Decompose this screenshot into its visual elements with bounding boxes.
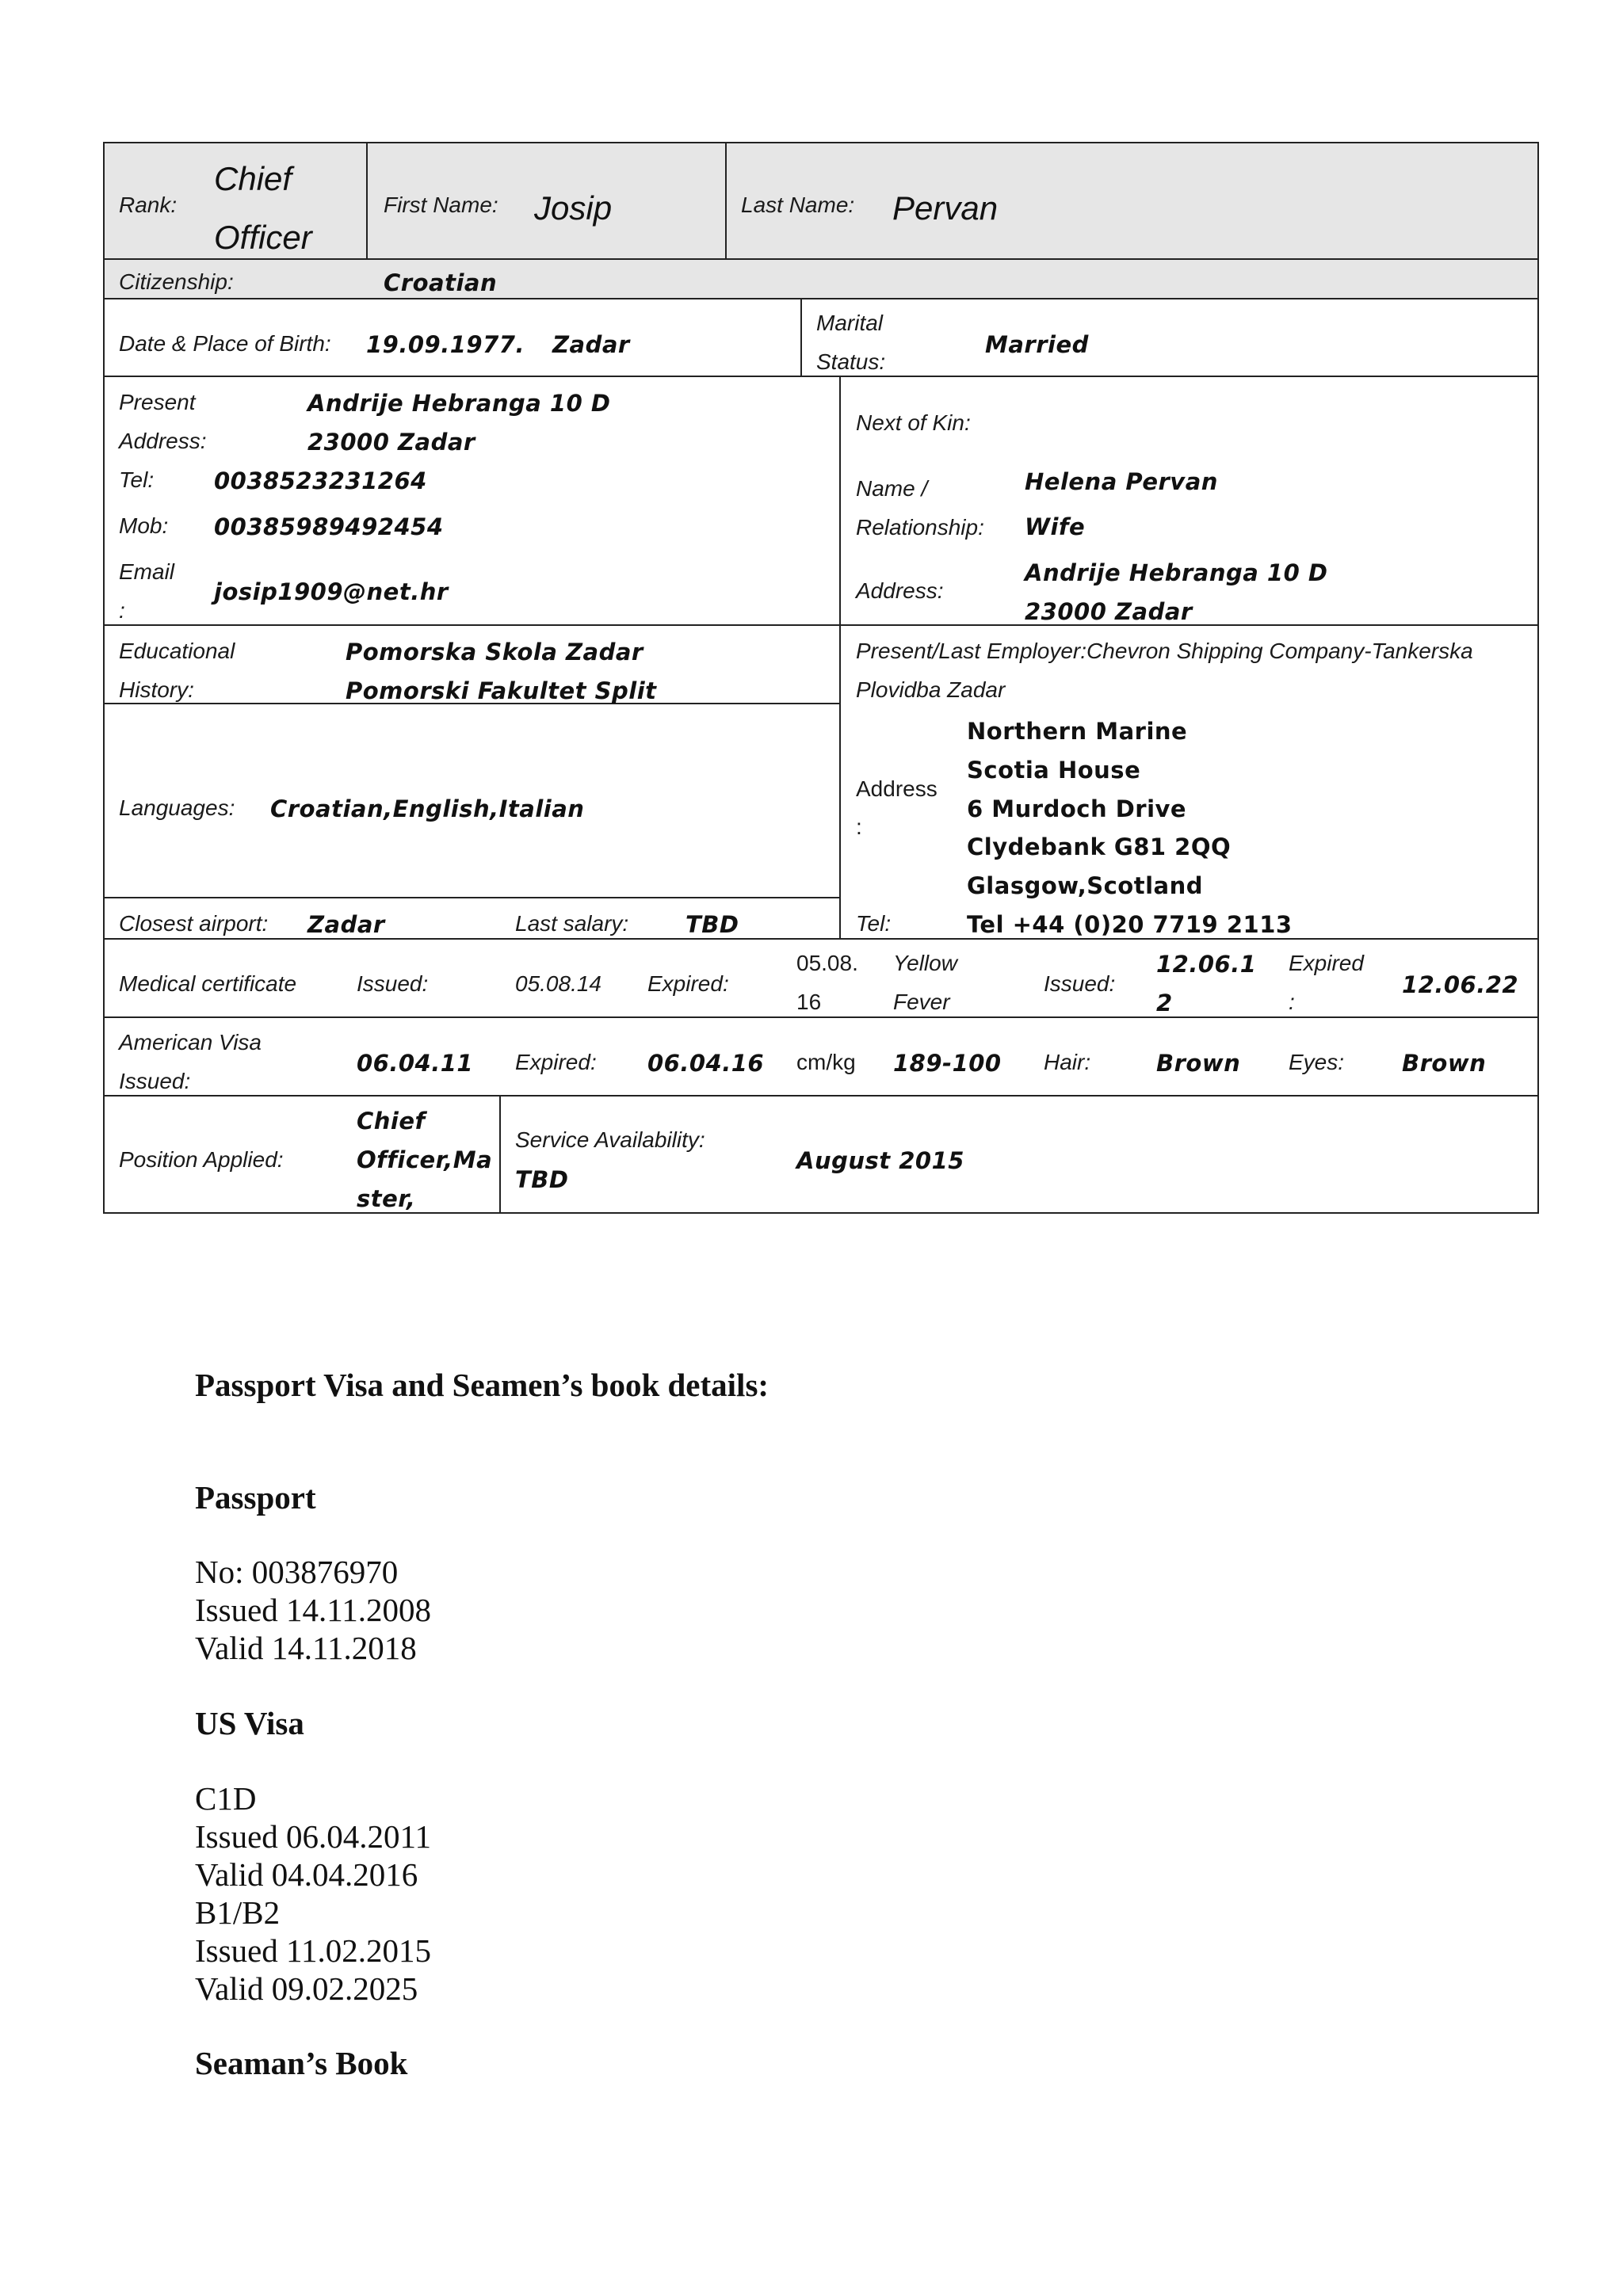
- position-line1: Chief: [357, 1108, 426, 1135]
- pob-value: Zadar: [552, 331, 630, 358]
- edu-label-2: History:: [119, 677, 194, 702]
- last-name-label: Last Name:: [741, 193, 855, 217]
- rank-line1: Chief: [214, 160, 292, 197]
- passport-valid: Valid 14.11.2018: [195, 1630, 417, 1666]
- employer-line2: Plovidba Zadar: [856, 677, 1006, 702]
- med-expired-line1: 05.08.: [796, 951, 858, 975]
- kin-name-label-1: Name /: [856, 476, 928, 501]
- languages-value: Croatian,English,Italian: [270, 795, 585, 822]
- kin-address-line2: 23000 Zadar: [1025, 598, 1193, 625]
- visa-line-3: Valid 04.04.2016: [195, 1856, 418, 1893]
- yf-label-1: Yellow: [893, 951, 957, 975]
- present-label-1: Present: [119, 390, 196, 414]
- kin-name-label-2: Relationship:: [856, 515, 984, 540]
- last-name-value: Pervan: [892, 189, 999, 227]
- airport-label: Closest airport:: [119, 911, 269, 936]
- visa-line-2: Issued 06.04.2011: [195, 1818, 431, 1855]
- hair-label: Hair:: [1044, 1050, 1091, 1074]
- emp-tel-label: Tel:: [856, 911, 892, 936]
- kin-relation-value: Wife: [1025, 513, 1086, 540]
- emp-address-line4: Clydebank G81 2QQ: [967, 833, 1232, 860]
- med-expired-line2: 16: [796, 990, 822, 1014]
- citizenship-value: Croatian: [384, 269, 498, 296]
- yf-issued-line2: 2: [1156, 990, 1173, 1016]
- eyes-value: Brown: [1402, 1050, 1487, 1077]
- visa-expired-label: Expired:: [515, 1050, 597, 1074]
- visa-issued-value: 06.04.11: [357, 1050, 474, 1077]
- position-line3: ster,: [357, 1185, 416, 1212]
- salary-value: TBD: [685, 911, 739, 938]
- emp-address-label-1: Address: [856, 776, 938, 801]
- edu-line2: Pomorski Fakultet Split: [346, 677, 657, 704]
- emp-address-label-2: :: [856, 814, 862, 839]
- yf-expired-label-1: Expired: [1289, 951, 1364, 975]
- tel-value: 0038523231264: [214, 467, 427, 494]
- visa-label-2: Issued:: [119, 1069, 191, 1093]
- kin-address-label: Address:: [856, 578, 944, 603]
- visa-line-1: C1D: [195, 1780, 257, 1817]
- passport-issued: Issued 14.11.2008: [195, 1592, 431, 1628]
- emp-tel-value: Tel +44 (0)20 7719 2113: [967, 911, 1293, 938]
- med-issued-label: Issued:: [357, 971, 429, 996]
- service-tbd: TBD: [515, 1166, 569, 1193]
- kin-label: Next of Kin:: [856, 410, 971, 435]
- address-line1: Andrije Hebranga 10 D: [307, 390, 611, 417]
- employer-line1: Present/Last Employer:Chevron Shipping Company-Tankerska: [856, 639, 1473, 663]
- salary-label: Last salary:: [515, 911, 629, 936]
- email-label-2: :: [119, 598, 125, 623]
- airport-value: Zadar: [307, 911, 385, 938]
- kin-name-value: Helena Pervan: [1025, 468, 1218, 495]
- med-issued-value: 05.08.14: [515, 971, 601, 996]
- position-line2: Officer,Ma: [357, 1146, 493, 1173]
- emp-address-line3: 6 Murdoch Drive: [967, 795, 1187, 822]
- emp-address-line5: Glasgow,Scotland: [967, 872, 1203, 899]
- eyes-label: Eyes:: [1289, 1050, 1345, 1074]
- visa-expired-value: 06.04.16: [647, 1050, 765, 1077]
- cmkg-label: cm/kg: [796, 1050, 856, 1074]
- hair-value: Brown: [1156, 1050, 1241, 1077]
- marital-value: Married: [985, 331, 1089, 358]
- mob-label: Mob:: [119, 513, 169, 538]
- tel-label: Tel:: [119, 467, 155, 492]
- service-label: Service Availability:: [515, 1127, 705, 1152]
- rank-label: Rank:: [119, 193, 178, 217]
- kin-address-line1: Andrije Hebranga 10 D: [1025, 559, 1328, 586]
- yf-issued-line1: 12.06.1: [1156, 951, 1257, 978]
- email-value: josip1909@net.hr: [214, 578, 449, 605]
- present-label-2: Address:: [119, 429, 207, 453]
- dob-value: 19.09.1977.: [366, 331, 525, 358]
- medical-label: Medical certificate: [119, 971, 297, 996]
- yf-label-2: Fever: [893, 990, 950, 1014]
- visa-label-1: American Visa: [119, 1030, 262, 1055]
- first-name-value: Josip: [534, 189, 613, 227]
- first-name-label: First Name:: [384, 193, 498, 217]
- yf-expired-label-2: :: [1289, 990, 1295, 1014]
- passport-number: No: 003876970: [195, 1554, 399, 1590]
- address-line2: 23000 Zadar: [307, 429, 475, 456]
- email-label-1: Email: [119, 559, 175, 584]
- cmkg-value: 189-100: [893, 1050, 1002, 1077]
- visa-line-6: Valid 09.02.2025: [195, 1970, 418, 2007]
- rank-line2: Officer: [214, 219, 312, 256]
- marital-label-1: Marital: [816, 311, 884, 335]
- yf-issued-label: Issued:: [1044, 971, 1116, 996]
- service-date: August 2015: [796, 1147, 964, 1174]
- citizenship-row-bg: [104, 259, 1538, 299]
- yf-expired-value: 12.06.22: [1402, 971, 1519, 998]
- emp-address-line1: Northern Marine: [967, 718, 1188, 745]
- visa-line-5: Issued 11.02.2015: [195, 1932, 431, 1969]
- med-expired-label: Expired:: [647, 971, 729, 996]
- us-visa-heading: US Visa: [195, 1705, 304, 1741]
- citizenship-label: Citizenship:: [119, 269, 234, 294]
- position-label: Position Applied:: [119, 1147, 284, 1172]
- mob-value: 00385989492454: [214, 513, 444, 540]
- emp-address-line2: Scotia House: [967, 757, 1141, 784]
- edu-line1: Pomorska Skola Zadar: [346, 639, 643, 666]
- seaman-book-heading: Seaman’s Book: [195, 2045, 408, 2081]
- visa-line-4: B1/B2: [195, 1894, 281, 1931]
- passport-heading: Passport: [195, 1479, 316, 1516]
- edu-label-1: Educational: [119, 639, 235, 663]
- details-heading: Passport Visa and Seamen’s book details:: [195, 1367, 769, 1403]
- languages-label: Languages:: [119, 795, 235, 820]
- marital-label-2: Status:: [816, 349, 886, 374]
- dob-label: Date & Place of Birth:: [119, 331, 331, 356]
